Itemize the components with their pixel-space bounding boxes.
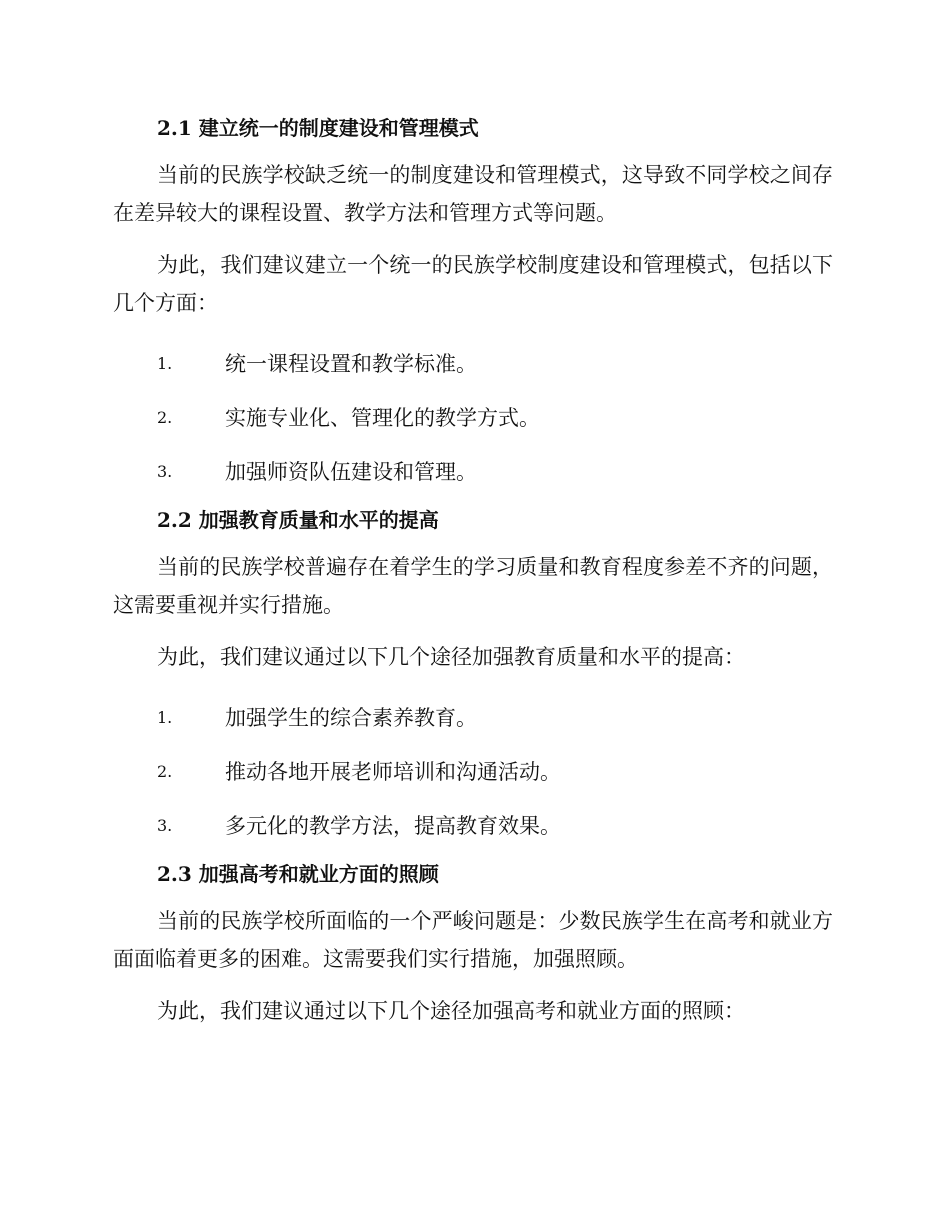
body-paragraph: 为此，我们建议建立一个统一的民族学校制度建设和管理模式，包括以下几个方面： <box>113 253 833 315</box>
list-item <box>157 798 833 852</box>
list-text: 加强学生的综合素养教育。 <box>225 706 477 730</box>
list-text: 统一课程设置和教学标准。 <box>225 352 477 376</box>
document-content <box>113 108 833 1044</box>
body-paragraph: 为此，我们建议通过以下几个途径加强高考和就业方面的照顾： <box>157 999 745 1023</box>
numbered-list <box>113 690 833 852</box>
list-item <box>157 444 833 498</box>
list-text: 加强师资队伍建设和管理。 <box>225 460 477 484</box>
body-paragraph: 为此，我们建议通过以下几个途径加强教育质量和水平的提高： <box>157 645 745 669</box>
body-paragraph: 当前的民族学校所面临的一个严峻问题是：少数民族学生在高考和就业方面面临着更多的困难。这需要我们实行措施，加强照顾。 <box>113 909 833 971</box>
list-number: 2. <box>157 761 173 781</box>
body-paragraph: 当前的民族学校缺乏统一的制度建设和管理模式，这导致不同学校之间存在差异较大的课程设置、教学方法和管理方式等问题。 <box>113 163 833 225</box>
list-text: 推动各地开展老师培训和沟通活动。 <box>225 760 561 784</box>
list-number: 1. <box>157 707 173 727</box>
body-paragraph: 当前的民族学校普遍存在着学生的学习质量和教育程度参差不齐的问题，这需要重视并实行措施。 <box>113 555 833 617</box>
list-item <box>157 336 833 390</box>
list-number: 2. <box>157 407 173 427</box>
list-item <box>157 690 833 744</box>
list-number: 3. <box>157 461 173 481</box>
numbered-list <box>113 336 833 498</box>
list-number: 1. <box>157 353 173 373</box>
list-item <box>157 744 833 798</box>
list-number: 3. <box>157 815 173 835</box>
list-text: 实施专业化、管理化的教学方式。 <box>225 406 540 430</box>
section-heading: 2.1 建立统一的制度建设和管理模式 <box>157 116 479 140</box>
section-heading: 2.2 加强教育质量和水平的提高 <box>157 508 439 532</box>
list-text: 多元化的教学方法，提高教育效果。 <box>225 814 561 838</box>
list-item <box>157 390 833 444</box>
section-heading: 2.3 加强高考和就业方面的照顾 <box>157 862 439 886</box>
